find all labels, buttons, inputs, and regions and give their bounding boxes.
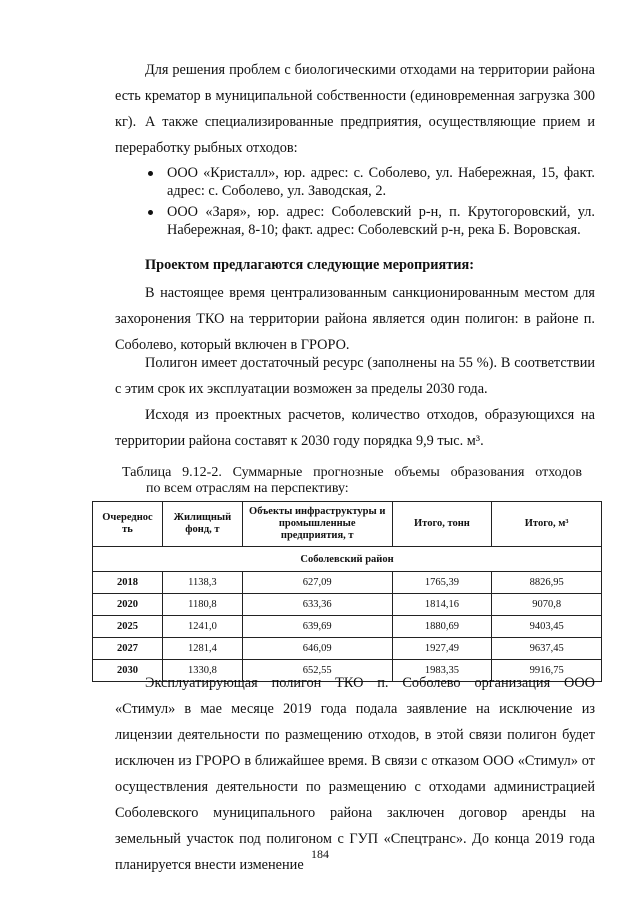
page-number: 184 bbox=[311, 847, 329, 861]
cell-housing: 1138,3 bbox=[162, 572, 242, 594]
list-item-text: ООО «Заря», юр. адрес: Соболевский р-н, п. Крутогоровский, ул. Набережная, 8-10; факт. адрес: Соболевский р-н, река Б. Воровская. bbox=[167, 204, 595, 238]
bullet-icon bbox=[148, 171, 153, 176]
section-heading: Проектом предлагаются следующие мероприятия: bbox=[145, 257, 474, 273]
cell-total-m3: 9637,45 bbox=[492, 638, 602, 660]
paragraph-operator: Эксплуатирующая полигон ТКО п. Соболево организация ООО «Стимул» в мае месяце 2019 года подала заявление на исключение из лицензии деятельности по размещению отходов, в этой связи полигон будет исключен из ГРОРО в ближайшее время. В связи с отказом ООО «Стимул» от осуществления деятельности по размещению с отходами администрацией Соболевского муниципального района заключен договор аренды на земельный участок под полигоном с ГУП «Спецтранс». До конца 2019 года планируется внести изменение bbox=[115, 675, 595, 873]
cell-housing: 1180,8 bbox=[162, 594, 242, 616]
table-region-row bbox=[93, 547, 602, 572]
header-housing: Жилищный фонд, т bbox=[162, 502, 242, 547]
cell-year: 2027 bbox=[93, 638, 163, 660]
paragraph-cremator: Для решения проблем с биологическими отходами на территории района есть крематор в муниципальной собственности (единовременная загрузка 300 кг). bbox=[115, 62, 595, 130]
cell-year: 2030 bbox=[93, 660, 163, 682]
cell-total-m3: 9916,75 bbox=[492, 660, 602, 682]
cell-total-tons: 1983,35 bbox=[392, 660, 492, 682]
cell-year: 2018 bbox=[93, 572, 163, 594]
table-caption-line-1: Таблица 9.12-2. Суммарные прогнозные объемы образования отходов bbox=[122, 465, 582, 480]
header-period: Очереднос ть bbox=[93, 502, 163, 547]
cell-total-tons: 1880,69 bbox=[392, 616, 492, 638]
cell-total-m3: 9403,45 bbox=[492, 616, 602, 638]
table-caption-line-2: по всем отраслям на перспективу: bbox=[146, 481, 349, 496]
paragraph-fish-waste: А также специализированные предприятия, осуществляющие прием и переработку рыбных отходов: bbox=[115, 114, 595, 156]
header-total-tons: Итого, тонн bbox=[392, 502, 492, 547]
cell-total-tons: 1927,49 bbox=[392, 638, 492, 660]
list-item bbox=[115, 164, 595, 200]
table-header-row bbox=[93, 502, 602, 547]
table-row bbox=[93, 616, 602, 638]
cell-infrastructure: 652,55 bbox=[242, 660, 392, 682]
cell-housing: 1330,8 bbox=[162, 660, 242, 682]
cell-year: 2020 bbox=[93, 594, 163, 616]
table-row bbox=[93, 594, 602, 616]
paragraph-waste-forecast: Исходя из проектных расчетов, количество отходов, образующихся на территории района составят к 2030 году порядка 9,9 тыс. м³. bbox=[115, 407, 595, 449]
cell-infrastructure: 639,69 bbox=[242, 616, 392, 638]
waste-volume-table bbox=[92, 501, 602, 682]
header-infrastructure: Объекты инфраструктуры и промышленные предприятия, т bbox=[242, 502, 392, 547]
cell-year: 2025 bbox=[93, 616, 163, 638]
cell-total-m3: 9070,8 bbox=[492, 594, 602, 616]
cell-total-tons: 1765,39 bbox=[392, 572, 492, 594]
cell-infrastructure: 633,36 bbox=[242, 594, 392, 616]
table-row bbox=[93, 572, 602, 594]
header-total-m3: Итого, м³ bbox=[492, 502, 602, 547]
cell-total-tons: 1814,16 bbox=[392, 594, 492, 616]
cell-total-m3: 8826,95 bbox=[492, 572, 602, 594]
enterprise-list bbox=[115, 164, 595, 242]
bullet-icon bbox=[148, 210, 153, 215]
cell-housing: 1241,0 bbox=[162, 616, 242, 638]
cell-housing: 1281,4 bbox=[162, 638, 242, 660]
table-caption bbox=[122, 465, 582, 497]
list-item-text: ООО «Кристалл», юр. адрес: с. Соболево, ул. Набережная, 15, факт. адрес: с. Соболево, ул. Заводская, 2. bbox=[167, 165, 595, 199]
cell-infrastructure: 646,09 bbox=[242, 638, 392, 660]
table-row bbox=[93, 638, 602, 660]
region-label: Соболевский район bbox=[93, 547, 602, 572]
paragraph-landfill: В настоящее время централизованным санкционированным местом для захоронения ТКО на территории района является один полигон: в районе п. Соболево, который включен в ГРОРО. bbox=[115, 285, 595, 353]
cell-infrastructure: 627,09 bbox=[242, 572, 392, 594]
paragraph-landfill-capacity: Полигон имеет достаточный ресурс (заполнены на 55 %). В соответствии с этим срок их эксплуатации возможен за пределы 2030 года. bbox=[115, 355, 595, 397]
list-item bbox=[115, 203, 595, 239]
